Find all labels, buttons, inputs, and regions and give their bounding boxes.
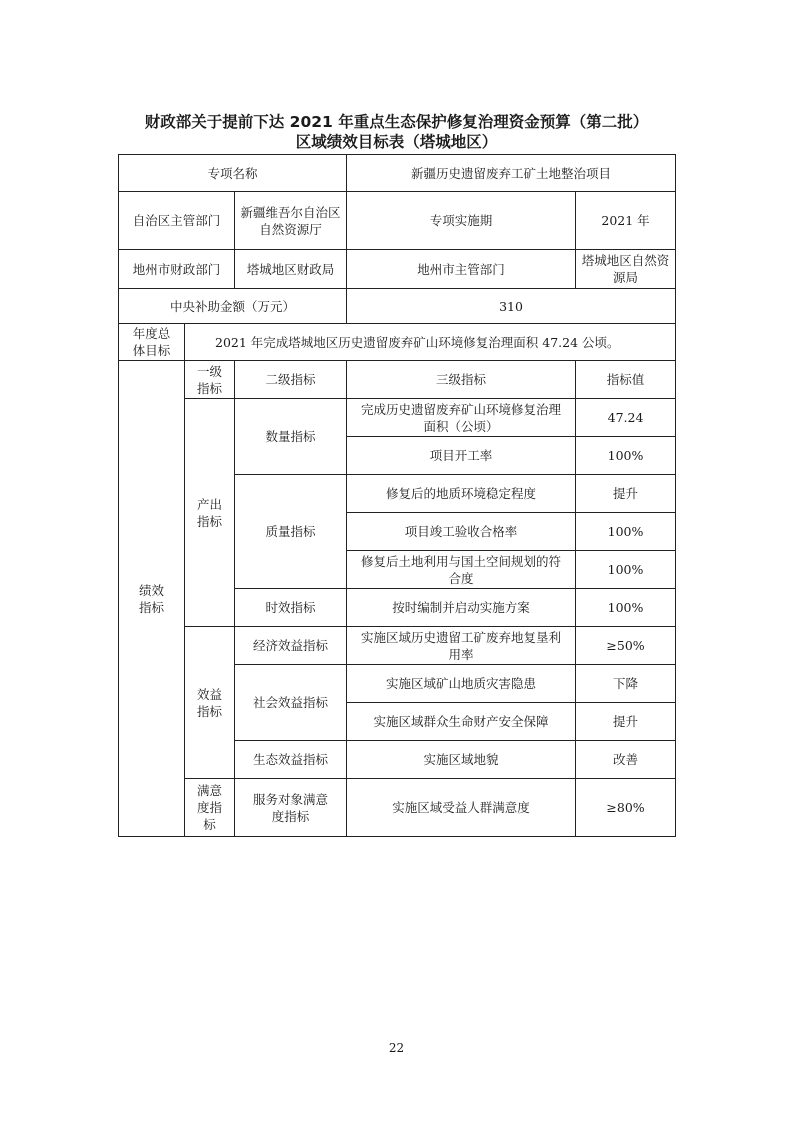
indicator-name: 完成历史遗留废弃矿山环境修复治理面积（公顷） [347, 399, 576, 437]
table-row [119, 399, 676, 437]
satisfaction-indicators-label: 满意度指标 [185, 779, 235, 837]
performance-indicators-label: 绩效指标 [119, 361, 185, 837]
annual-goal-value: 2021 年完成塔城地区历史遗留废弃矿山环境修复治理面积 47.24 公顷。 [185, 324, 676, 361]
indicator-value: 100% [576, 551, 676, 589]
table-row [119, 155, 676, 192]
indicator-value: 100% [576, 513, 676, 551]
header-value: 指标值 [576, 361, 676, 399]
benefit-indicators-label: 效益指标 [185, 627, 235, 779]
indicator-name: 修复后土地利用与国土空间规划的符合度 [347, 551, 576, 589]
project-name-label: 专项名称 [119, 155, 347, 192]
document-title-line1: 财政部关于提前下达 2021 年重点生态保护修复治理资金预算（第二批） [144, 113, 649, 131]
indicator-value: 100% [576, 437, 676, 475]
quality-indicators-label: 质量指标 [235, 475, 347, 589]
table-row [119, 192, 676, 250]
economic-indicators-label: 经济效益指标 [235, 627, 347, 665]
project-name-value: 新疆历史遗留废弃工矿土地整治项目 [347, 155, 676, 192]
indicator-name: 修复后的地质环境稳定程度 [347, 475, 576, 513]
indicator-value: 提升 [576, 475, 676, 513]
header-level3: 三级指标 [347, 361, 576, 399]
table-header-row [119, 361, 676, 399]
social-indicators-label: 社会效益指标 [235, 665, 347, 741]
indicator-value: ≥50% [576, 627, 676, 665]
output-indicators-label: 产出指标 [185, 399, 235, 627]
city-finance-value: 塔城地区财政局 [235, 250, 347, 289]
subsidy-label: 中央补助金额（万元） [119, 289, 347, 324]
city-dept-label: 地州市主管部门 [347, 250, 576, 289]
table-row [119, 289, 676, 324]
quantity-indicators-label: 数量指标 [235, 399, 347, 475]
indicator-value: ≥80% [576, 779, 676, 837]
indicator-name: 实施区域群众生命财产安全保障 [347, 703, 576, 741]
indicator-value: 下降 [576, 665, 676, 703]
table-row [119, 324, 676, 361]
indicator-value: 47.24 [576, 399, 676, 437]
indicator-name: 按时编制并启动实施方案 [347, 589, 576, 627]
indicator-value: 提升 [576, 703, 676, 741]
page-number: 22 [388, 1041, 405, 1055]
city-finance-label: 地州市财政部门 [119, 250, 235, 289]
performance-target-table [118, 154, 676, 837]
region-dept-value: 新疆维吾尔自治区自然资源厅 [235, 192, 347, 250]
table-row [119, 250, 676, 289]
indicator-name: 实施区域受益人群满意度 [347, 779, 576, 837]
service-satisfaction-label: 服务对象满意度指标 [235, 779, 347, 837]
header-level2: 二级指标 [235, 361, 347, 399]
indicator-name: 实施区域地貌 [347, 741, 576, 779]
table-row [119, 627, 676, 665]
document-title-line2: 区域绩效目标表（塔城地区） [295, 133, 498, 151]
subsidy-value: 310 [347, 289, 676, 324]
timeliness-indicators-label: 时效指标 [235, 589, 347, 627]
period-value: 2021 年 [576, 192, 676, 250]
indicator-name: 项目竣工验收合格率 [347, 513, 576, 551]
indicator-value: 100% [576, 589, 676, 627]
indicator-name: 项目开工率 [347, 437, 576, 475]
indicator-name: 实施区域历史遗留工矿废弃地复垦利用率 [347, 627, 576, 665]
header-level1: 一级指标 [185, 361, 235, 399]
annual-goal-label: 年度总体目标 [119, 324, 185, 361]
period-label: 专项实施期 [347, 192, 576, 250]
region-dept-label: 自治区主管部门 [119, 192, 235, 250]
indicator-value: 改善 [576, 741, 676, 779]
city-dept-value: 塔城地区自然资源局 [576, 250, 676, 289]
indicator-name: 实施区域矿山地质灾害隐患 [347, 665, 576, 703]
table-row [119, 779, 676, 837]
ecological-indicators-label: 生态效益指标 [235, 741, 347, 779]
